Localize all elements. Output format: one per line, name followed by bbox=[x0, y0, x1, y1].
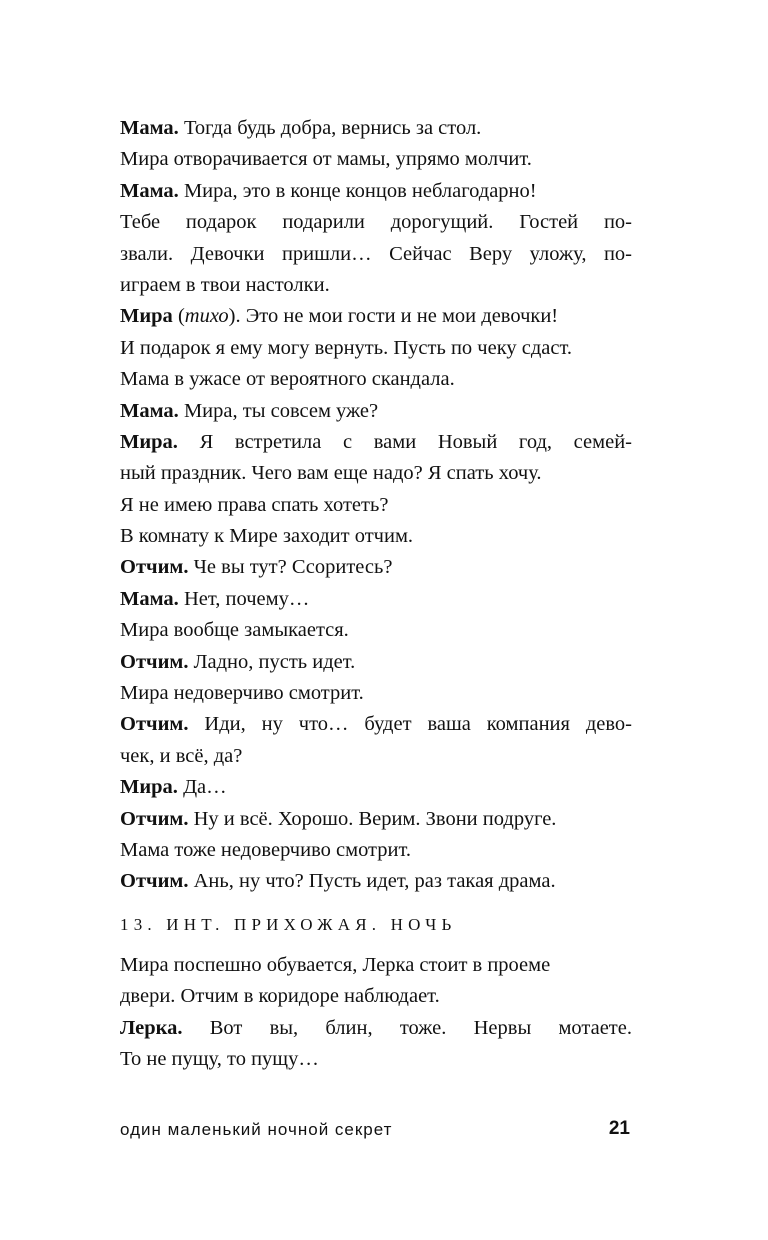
speaker-name: Отчим. bbox=[120, 650, 189, 673]
dialogue: Ну и всё. Хорошо. Верим. Звони подруге. bbox=[188, 807, 557, 830]
speaker-name: Мама. bbox=[120, 117, 179, 139]
dialogue: ный праздник. Чего вам еще надо? Я спать хочу. bbox=[120, 462, 542, 485]
speaker-name: Отчим. bbox=[120, 713, 189, 736]
stage-direction: Мира вообще замыкается. bbox=[120, 619, 349, 642]
text-line bbox=[120, 981, 632, 1012]
dialogue: ( bbox=[172, 305, 185, 328]
text-line bbox=[120, 239, 632, 270]
dialogue: Мира, это в конце концов неблагодарно! bbox=[178, 179, 537, 202]
dialogue: Тогда будь добра, вернись за стол. bbox=[178, 117, 482, 139]
scene-heading: 13. ИНТ. ПРИХОЖАЯ. НОЧЬ bbox=[120, 915, 457, 934]
text-line bbox=[120, 709, 632, 740]
stage-direction: Мира отворачивается от мамы, упрямо молчит. bbox=[120, 148, 532, 171]
text-line bbox=[120, 866, 632, 897]
text-line bbox=[120, 521, 632, 552]
dialogue: Да… bbox=[177, 776, 227, 799]
text-line bbox=[120, 333, 632, 364]
text-line bbox=[120, 144, 632, 175]
speaker-name: Отчим. bbox=[120, 556, 189, 579]
text-line bbox=[120, 1013, 632, 1044]
text-line bbox=[120, 270, 632, 301]
dialogue: играем в твои настолки. bbox=[120, 273, 330, 296]
dialogue: Я не имею права спать хотеть? bbox=[120, 493, 389, 516]
text-line bbox=[120, 396, 632, 427]
speaker-name: Мира bbox=[120, 305, 173, 328]
text-line bbox=[120, 772, 632, 803]
speaker-name: Мира. bbox=[120, 430, 178, 453]
running-footer-title: один маленький ночной секрет bbox=[120, 1120, 393, 1139]
speaker-name: Мира. bbox=[120, 776, 178, 799]
dialogue: Мира, ты совсем уже? bbox=[178, 399, 379, 422]
speaker-name: Отчим. bbox=[120, 807, 189, 830]
dialogue: Вот вы, блин, тоже. Нервы мотаете. bbox=[182, 1016, 632, 1039]
dialogue: Я встретила с вами Новый год, семей- bbox=[177, 430, 632, 453]
text-line bbox=[120, 584, 632, 615]
text-line bbox=[120, 804, 632, 835]
dialogue: Тебе подарок подарили дорогущий. Гостей по- bbox=[120, 211, 632, 234]
text-line bbox=[120, 1044, 632, 1075]
dialogue: звали. Девочки пришли… Сейчас Веру уложу, по- bbox=[120, 242, 632, 265]
text-line bbox=[120, 364, 632, 395]
dialogue: чек, и всё, да? bbox=[120, 744, 243, 767]
stage-direction: Мама тоже недоверчиво смотрит. bbox=[120, 838, 412, 861]
text-line bbox=[120, 113, 632, 144]
text-line bbox=[120, 176, 632, 207]
dialogue: Че вы тут? Ссоритесь? bbox=[188, 556, 393, 579]
stage-direction: двери. Отчим в коридоре наблюдает. bbox=[120, 985, 440, 1008]
dialogue: Ладно, пусть идет. bbox=[188, 650, 356, 673]
dialogue: Иди, ну что… будет ваша компания дево- bbox=[188, 713, 632, 736]
parenthetical: тихо bbox=[184, 305, 229, 328]
dialogue: Ань, ну что? Пусть идет, раз такая драма. bbox=[188, 870, 556, 893]
speaker-name: Мама. bbox=[120, 399, 179, 422]
text-line bbox=[120, 552, 632, 583]
text-line bbox=[120, 615, 632, 646]
page-number: 21 bbox=[608, 1118, 630, 1139]
text-line bbox=[120, 835, 632, 866]
page-text bbox=[120, 113, 632, 898]
text-line bbox=[120, 741, 632, 772]
dialogue: ). Это не мои гости и не мои девочки! bbox=[228, 305, 559, 328]
stage-direction: Мира поспешно обувается, Лерка стоит в проеме bbox=[120, 954, 551, 976]
text-line bbox=[120, 647, 632, 678]
scene-text bbox=[120, 950, 632, 1076]
stage-direction: Мира недоверчиво смотрит. bbox=[120, 682, 364, 705]
text-line bbox=[120, 950, 632, 981]
text-line bbox=[120, 301, 632, 332]
stage-direction: Мама в ужасе от вероятного скандала. bbox=[120, 368, 455, 391]
text-line bbox=[120, 678, 632, 709]
dialogue: И подарок я ему могу вернуть. Пусть по чеку сдаст. bbox=[120, 336, 573, 359]
speaker-name: Мама. bbox=[120, 179, 179, 202]
dialogue: То не пущу, то пущу… bbox=[120, 1048, 319, 1071]
text-line bbox=[120, 427, 632, 458]
dialogue: Нет, почему… bbox=[178, 587, 310, 610]
text-line bbox=[120, 490, 632, 521]
speaker-name: Лерка. bbox=[120, 1016, 183, 1039]
stage-direction: В комнату к Мире заходит отчим. bbox=[120, 525, 414, 548]
speaker-name: Отчим. bbox=[120, 870, 189, 893]
speaker-name: Мама. bbox=[120, 587, 179, 610]
text-line bbox=[120, 207, 632, 238]
text-line bbox=[120, 458, 632, 489]
